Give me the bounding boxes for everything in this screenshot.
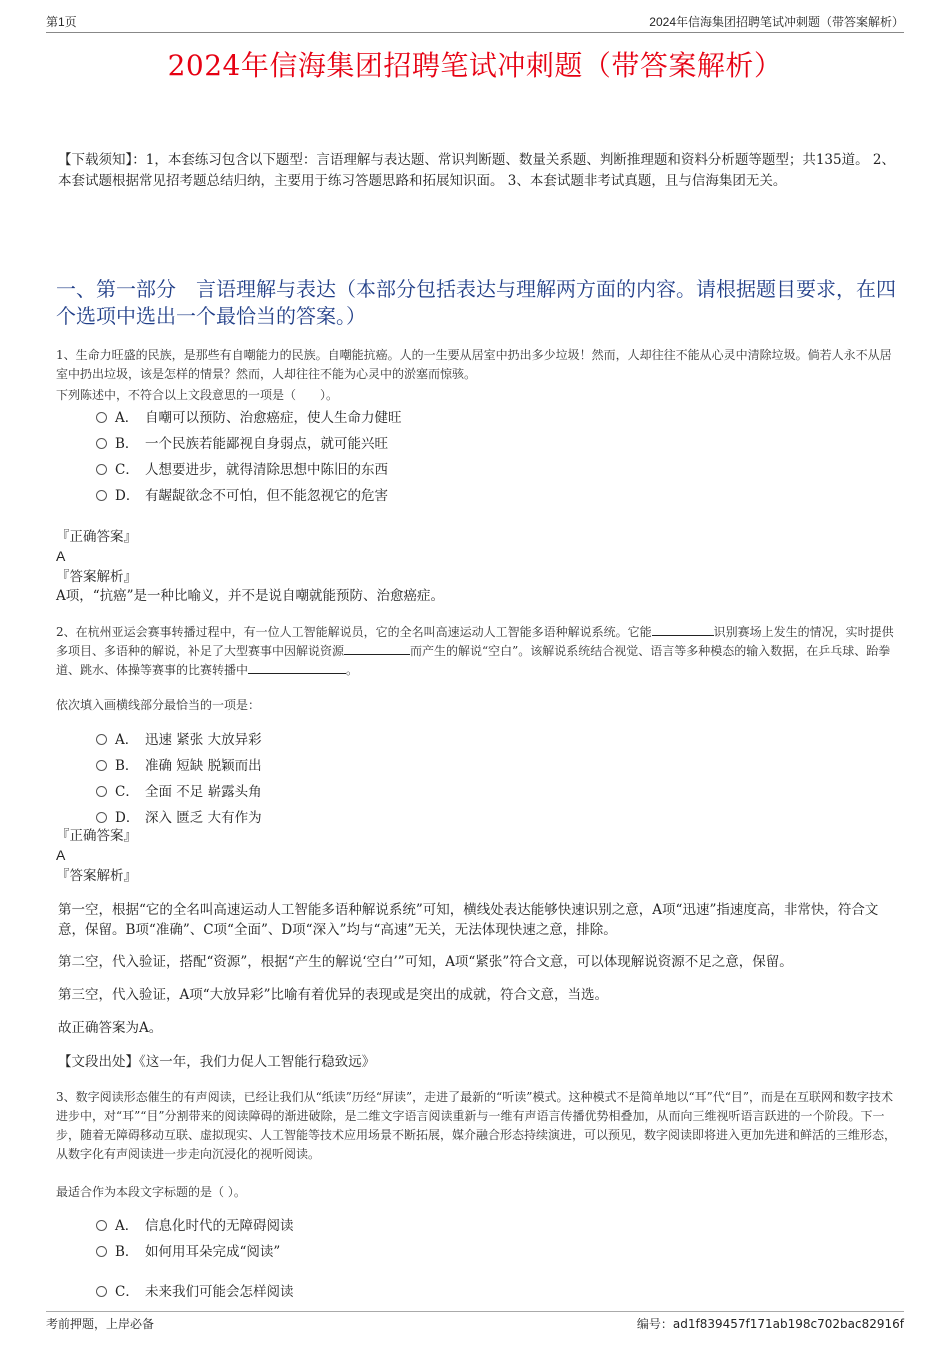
footer-slogan: 考前押题，上岸必备 [46,1317,155,1331]
q2-option-d[interactable]: D． 深入 匮乏 大有作为 [96,808,262,828]
radio-icon[interactable] [96,1246,107,1257]
header-doc-title: 2024年信海集团招聘笔试冲刺题（带答案解析） [649,15,904,29]
q2-answer: A [56,847,66,863]
q1-option-d[interactable]: D． 有龌龊欲念不可怕，但不能忽视它的危害 [96,486,388,506]
header-rule [46,32,904,33]
radio-icon[interactable] [96,438,107,449]
section-heading: 一、第一部分 言语理解与表达（本部分包括表达与理解两方面的内容。请根据题目要求，在四个选项中选出一个最恰当的答案。） [56,277,896,328]
q2-option-a[interactable]: A． 迅速 紧张 大放异彩 [96,730,262,750]
radio-icon[interactable] [96,1220,107,1231]
q1-answer: A [56,548,66,564]
page-title: 2024年信海集团招聘笔试冲刺题（带答案解析） [167,49,783,82]
q3-option-b[interactable]: B． 如何用耳朵完成“阅读” [96,1242,280,1262]
q1-prompt: 下列陈述中，不符合以上文段意思的一项是（ ）。 [56,388,339,402]
q2-option-b[interactable]: B． 准确 短缺 脱颖而出 [96,756,262,776]
page-number: 第1页 [46,15,77,29]
q1-correct-label: 『正确答案』 [56,529,137,545]
q2-analysis-p4: 故正确答案为A。 [58,1020,163,1036]
radio-icon[interactable] [96,490,107,501]
q1-option-b[interactable]: B． 一个民族若能鄙视自身弱点，就可能兴旺 [96,434,388,454]
q3-text: 3、数字阅读形态催生的有声阅读，已经让我们从“纸读”历经“屏读”，走进了最新的“听读”模式。这种模式不是简单地以“耳”代“目”，而是在互联网和数字技术进步中，对“耳”“目”分割带来的阅读障碍的渐进破除，是二维文字语言阅读重新与一维有声语言传播优势相叠加，从而向三维视听语言跃进的一个阶段。下一步，随着无障碍移动互联、虚拟现实、人工智能等技术应用场景不断拓展，媒介融合形态持续演进，可以预见，数字阅读即将进入更加先进和鲜活的三维形态，从数字化有声阅读进一步走向沉浸化的视听阅读。 [56,1090,897,1161]
download-notice: 【下载须知】：1，本套练习包含以下题型：言语理解与表达题、常识判断题、数量关系题、判断推理题和资料分析题等题型；共135道。 2、本套试题根据常见招考题总结归纳，主要用于练习答题思路和拓展知识面。 3、本套试题非考试真题，且与信海集团无关。 [58,152,895,189]
footer-code: 编号：ad1f839457f171ab198c702bac82916f [636,1317,904,1331]
q1-analysis-label: 『答案解析』 [56,569,137,585]
radio-icon[interactable] [96,812,107,823]
q2-analysis-p2: 第二空，代入验证，搭配“资源”，根据“产生的解说‘空白’”可知，A项“紧张”符合文意，可以体现解说资源不足之意，保留。 [58,954,793,970]
q1-option-a[interactable]: A． 自嘲可以预防、治愈癌症，使人生命力健旺 [96,408,402,428]
q1-text: 1、生命力旺盛的民族，是那些有自嘲能力的民族。自嘲能抗癌。人的一生要从居室中扔出多少垃圾！然而，人却往往不能从心灵中清除垃圾。倘若人永不从居室中扔出垃圾，该是怎样的情景？然而，人却往往不能为心灵中的淤塞而惊骇。 [56,348,892,381]
q3-option-c[interactable]: C． 未来我们可能会怎样阅读 [96,1282,294,1302]
q2-analysis-p1: 第一空，根据“它的全名叫高速运动人工智能多语种解说系统”可知，横线处表达能够快速识别之意，A项“迅速”指速度高，非常快，符合文意，保留。B项“准确”、C项“全面”、D项“深入”均与“高速”无关，无法体现快速之意，排除。 [58,902,879,938]
q2-prompt: 依次填入画横线部分最恰当的一项是： [56,698,261,712]
radio-icon[interactable] [96,734,107,745]
radio-icon[interactable] [96,786,107,797]
radio-icon[interactable] [96,412,107,423]
radio-icon[interactable] [96,1286,107,1297]
q1-option-c[interactable]: C． 人想要进步，就得清除思想中陈旧的东西 [96,460,388,480]
q2-correct-label: 『正确答案』 [56,828,137,844]
q2-analysis-label: 『答案解析』 [56,868,137,884]
q3-prompt: 最适合作为本段文字标题的是（ ）。 [56,1185,246,1199]
blank-1 [652,623,714,636]
blank-2 [344,642,410,655]
q2-option-c[interactable]: C． 全面 不足 崭露头角 [96,782,262,802]
footer-rule [46,1311,904,1312]
q2-source: 【文段出处】《这一年，我们力促人工智能行稳致远》 [58,1054,376,1070]
q2-text: 2、在杭州亚运会赛事转播过程中，有一位人工智能解说员，它的全名叫高速运动人工智能多语种解说系统。它能 识别赛场上发生的情况，实时提供多项目、多语种的解说，补足了大型赛事中因解说资源 而产生的解说“空白”。该解说系统结合视觉、语言等多种模态的输入数据，在乒乓球、跆拳道、跳水、体操等赛事的比赛转播中 。 [56,625,894,677]
q2-analysis-p3: 第三空，代入验证，A项“大放异彩”比喻有着优异的表现或是突出的成就，符合文意，当选。 [58,987,609,1003]
q3-option-a[interactable]: A． 信息化时代的无障碍阅读 [96,1216,294,1236]
blank-3 [248,661,346,674]
radio-icon[interactable] [96,464,107,475]
q1-analysis: A项，“抗癌”是一种比喻义，并不是说自嘲就能预防、治愈癌症。 [56,588,445,604]
radio-icon[interactable] [96,760,107,771]
